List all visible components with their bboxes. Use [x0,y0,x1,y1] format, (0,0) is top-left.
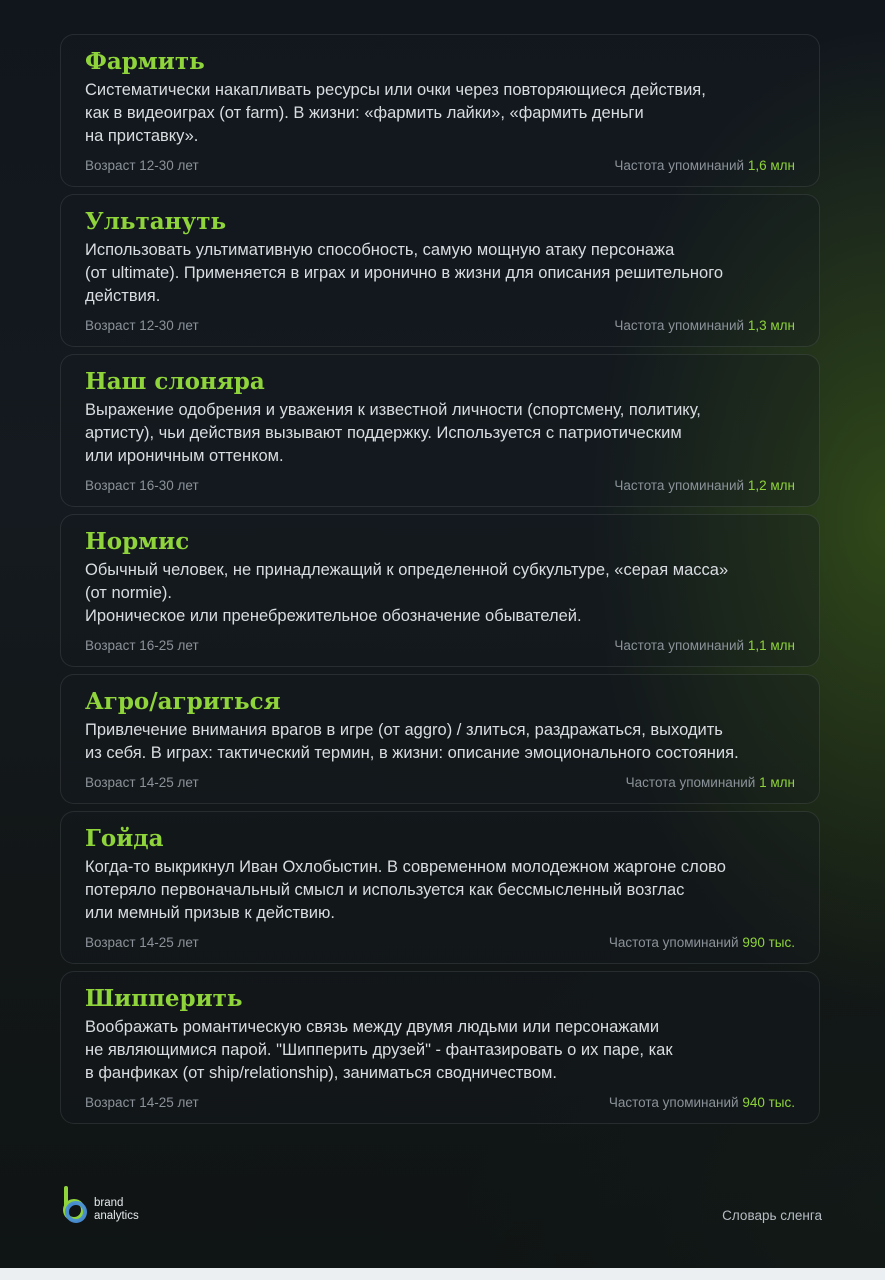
term-description: Когда-то выкрикнул Иван Охлобыстин. В современном молодежном жаргоне слово потеряло первоначальный смысл и используется как бессмысленный возглас или мемный призыв к действию. [85,858,726,922]
frequency-label: Частота упоминаний [608,934,739,950]
term-age: Возраст 14-25 лет [85,774,199,790]
frequency-value: 1 млн [759,774,795,790]
term-age: Возраст 14-25 лет [85,1094,199,1110]
term-title: Агро/агриться [85,688,281,715]
frequency-value: 1,2 млн [747,477,795,493]
frequency-value: 990 тыс. [742,934,795,950]
frequency-value: 1,1 млн [747,637,795,653]
frequency-value: 1,3 млн [747,317,795,333]
term-title: Фармить [85,48,205,75]
term-title: Нормис [85,528,190,555]
slang-card [60,674,820,804]
term-frequency [614,638,795,653]
frequency-label: Частота упоминаний [614,637,745,653]
term-meta [85,1085,795,1123]
frequency-label: Частота упоминаний [614,477,745,493]
term-description: Обычный человек, не принадлежащий к определенной субкультуре, «серая масса» (от normie). Ироническое или пренебрежительное обозначение обывателей. [85,561,729,625]
term-description: Систематически накапливать ресурсы или очки через повторяющиеся действия, как в видеоиграх (от farm). В жизни: «фармить лайки», «фармить деньги на приставку». [85,81,706,145]
frequency-value: 1,6 млн [747,157,795,173]
term-frequency [614,318,795,333]
term-frequency [626,775,795,790]
footer [60,1186,822,1226]
term-frequency [609,935,795,950]
slang-card [60,811,820,964]
slang-card [60,34,820,187]
frequency-value: 940 тыс. [742,1094,795,1110]
bottom-strip [0,1268,885,1280]
brand-line-2: analytics [94,1210,139,1222]
term-title: Шипперить [85,985,243,1012]
slang-card [60,971,820,1124]
term-frequency [609,1095,795,1110]
term-age: Возраст 14-25 лет [85,934,199,950]
brand-analytics-logo-icon [60,1186,94,1224]
frequency-label: Частота упоминаний [608,1094,739,1110]
frequency-label: Частота упоминаний [625,774,756,790]
term-meta [85,925,795,963]
term-age: Возраст 12-30 лет [85,157,199,173]
term-meta [85,468,795,506]
term-meta [85,765,795,803]
term-meta [85,308,795,346]
term-meta [85,628,795,666]
term-title: Ультануть [85,208,227,235]
term-title: Наш слоняра [85,368,265,395]
frequency-label: Частота упоминаний [614,317,745,333]
footer-caption: Словарь сленга [722,1208,822,1223]
brand-name [94,1197,139,1223]
term-frequency [614,478,795,493]
slang-card [60,354,820,507]
term-age: Возраст 16-30 лет [85,477,199,493]
term-description: Использовать ультимативную способность, самую мощную атаку персонажа (от ultimate). Применяется в играх и иронично в жизни для описания решительного действия. [85,241,724,305]
slang-card-list [60,34,820,1131]
slang-card [60,194,820,347]
term-title: Гойда [85,825,164,852]
term-age: Возраст 12-30 лет [85,317,199,333]
term-description: Выражение одобрения и уважения к известной личности (спортсмену, политику, артисту), чьи действия вызывают поддержку. Используется с патриотическим или ироничным оттенком. [85,401,701,465]
frequency-label: Частота упоминаний [614,157,745,173]
term-frequency [614,158,795,173]
term-description: Воображать романтическую связь между двумя людьми или персонажами не являющимися парой. "Шипперить друзей" - фантазировать о их паре, как в фанфиках (от ship/relationship), заниматься сводничеством. [85,1018,673,1082]
term-description: Привлечение внимания врагов в игре (от aggro) / злиться, раздражаться, выходить из себя. В играх: тактический термин, в жизни: описание эмоционального состояния. [85,721,739,762]
term-meta [85,148,795,186]
brand-line-1: brand [94,1197,124,1209]
term-age: Возраст 16-25 лет [85,637,199,653]
slang-card [60,514,820,667]
